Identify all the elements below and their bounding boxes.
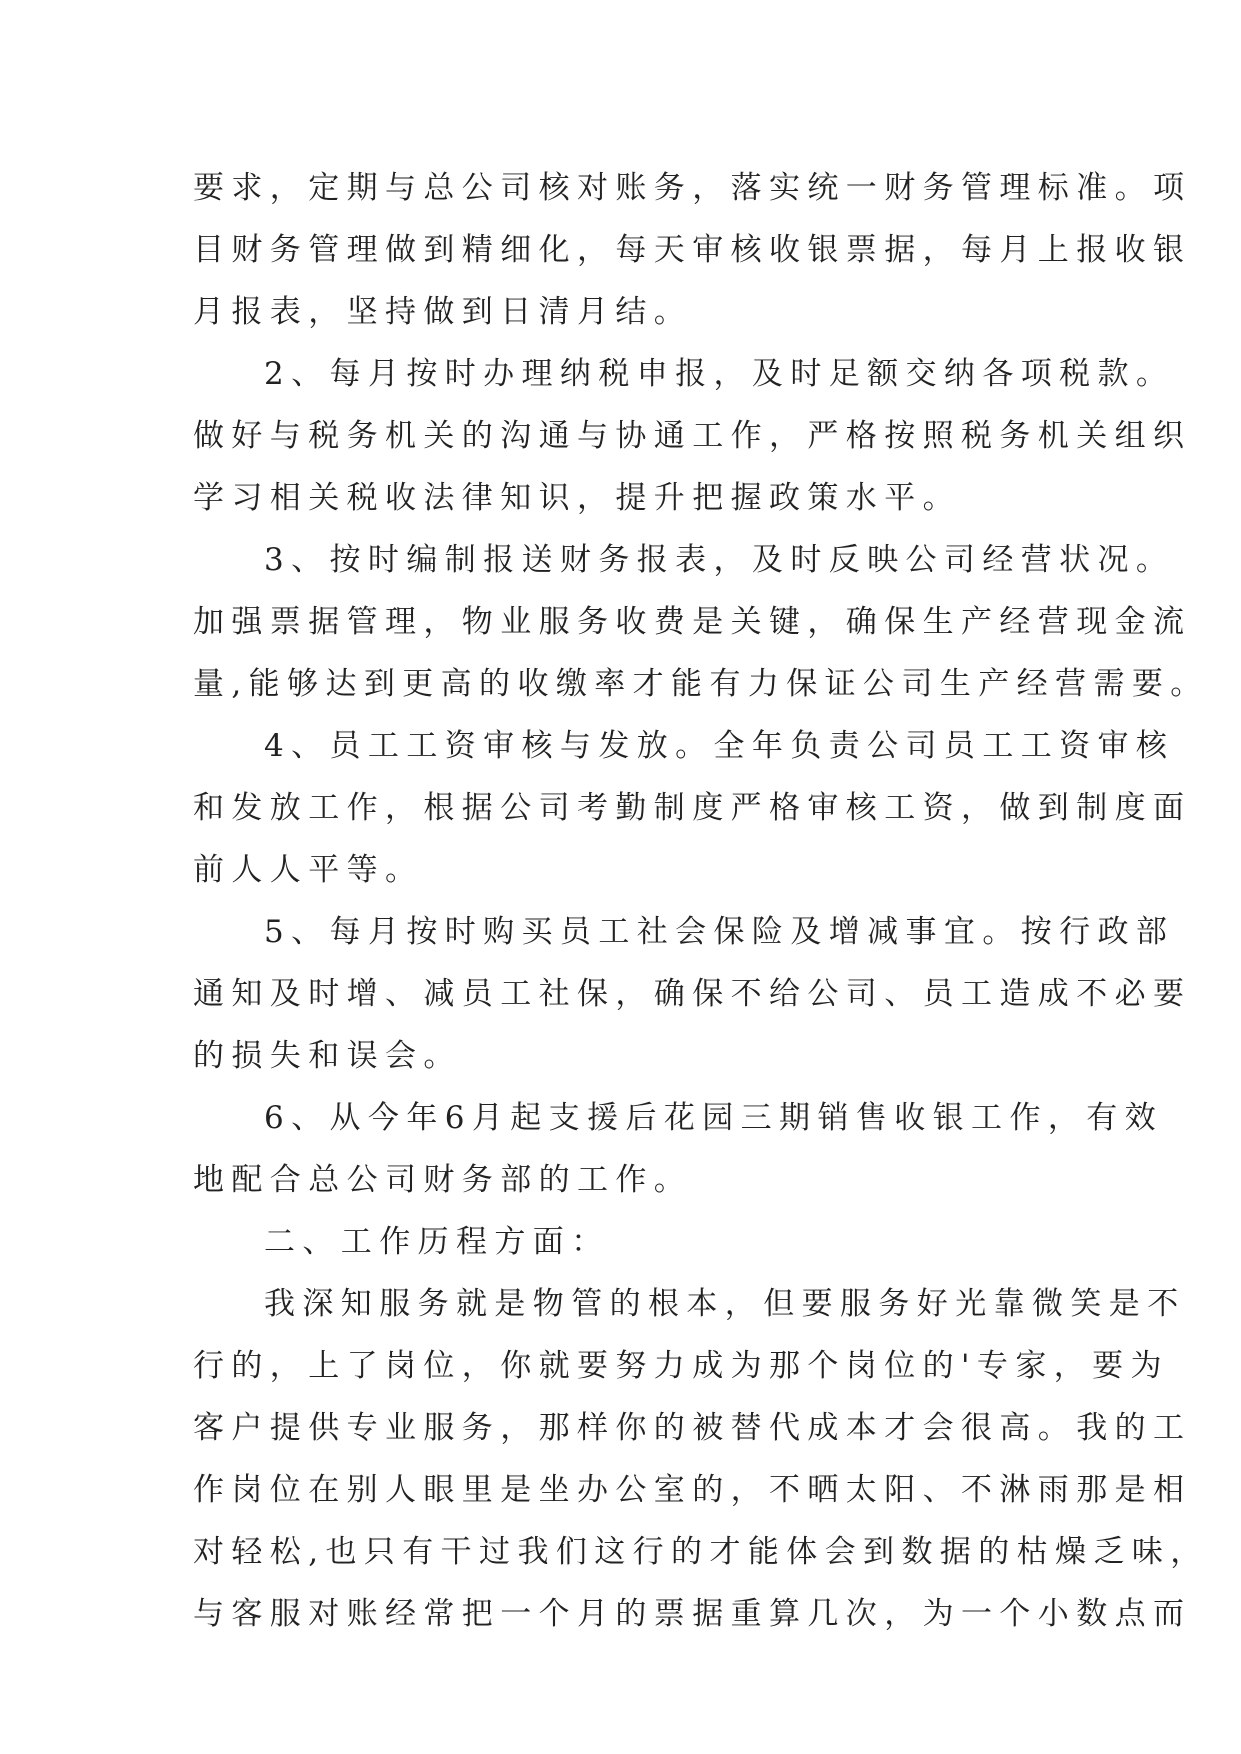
text-line: 作岗位在别人眼里是坐办公室的，不晒太阳、不淋雨那是相 (193, 1472, 1192, 1508)
text-line: 要求，定期与总公司核对账务，落实统一财务管理标准。项 (193, 170, 1192, 206)
text-line: 月报表，坚持做到日清月结。 (193, 294, 693, 330)
text-line: 和发放工作，根据公司考勤制度严格审核工资，做到制度面 (193, 790, 1192, 826)
text-line: 地配合总公司财务部的工作。 (193, 1162, 693, 1198)
text-line: 量,能够达到更高的收缴率才能有力保证公司生产经营需要。 (193, 666, 1209, 702)
text-line: 做好与税务机关的沟通与协通工作，严格按照税务机关组织 (193, 418, 1192, 454)
paragraph-7-start: 我深知服务就是物管的根本，但要服务好光靠微笑是不 (264, 1286, 1186, 1322)
text-line: 客户提供专业服务，那样你的被替代成本才会很高。我的工 (193, 1410, 1192, 1446)
paragraph-6-start: 6、从今年6月起支援后花园三期销售收银工作，有效 (264, 1100, 1164, 1136)
document-body (193, 157, 1209, 1645)
paragraph-4-start: 4、员工工资审核与发放。全年负责公司员工工资审核 (264, 728, 1175, 764)
text-line: 对轻松,也只有干过我们这行的才能体会到数据的枯燥乏味， (193, 1534, 1209, 1570)
paragraph-2-start: 2、每月按时办理纳税申报，及时足额交纳各项税款。 (264, 356, 1175, 392)
paragraph-3-start: 3、按时编制报送财务报表，及时反映公司经营状况。 (264, 542, 1175, 578)
text-line: 加强票据管理，物业服务收费是关键，确保生产经营现金流 (193, 604, 1192, 640)
text-line: 与客服对账经常把一个月的票据重算几次，为一个小数点而 (193, 1596, 1192, 1632)
text-line: 行的，上了岗位，你就要努力成为那个岗位的'专家，要为 (193, 1348, 1169, 1384)
text-line: 的损失和误会。 (193, 1038, 462, 1074)
text-line: 通知及时增、减员工社保，确保不给公司、员工造成不必要 (193, 976, 1192, 1012)
text-line: 目财务管理做到精细化，每天审核收银票据，每月上报收银 (193, 232, 1192, 268)
section-heading: 二、工作历程方面： (264, 1224, 610, 1260)
text-line: 前人人平等。 (193, 852, 424, 888)
text-line: 学习相关税收法律知识，提升把握政策水平。 (193, 480, 961, 516)
paragraph-5-start: 5、每月按时购买员工社会保险及增减事宜。按行政部 (264, 914, 1175, 950)
